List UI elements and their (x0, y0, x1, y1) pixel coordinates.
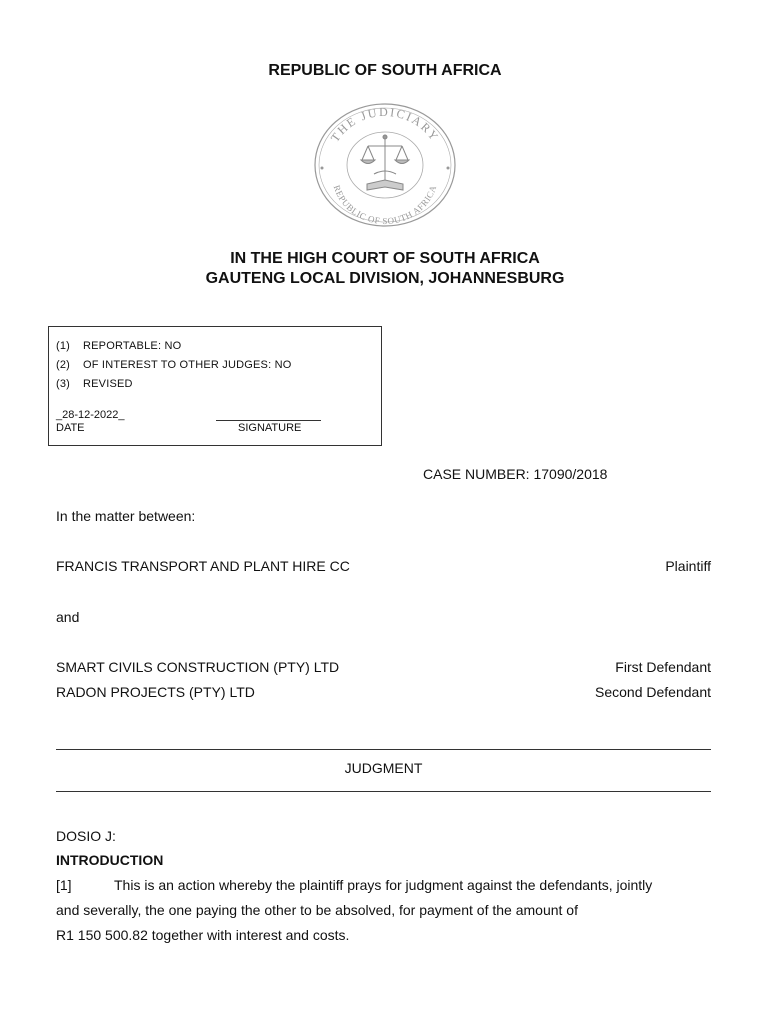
first-defendant-name: SMART CIVILS CONSTRUCTION (PTY) LTD (56, 659, 340, 675)
section-heading: INTRODUCTION (56, 852, 164, 868)
country-heading: REPUBLIC OF SOUTH AFRICA (268, 62, 502, 79)
conjunction: and (56, 609, 80, 625)
court-name: IN THE HIGH COURT OF SOUTH AFRICA (230, 250, 540, 267)
case-number: CASE NUMBER: 17090/2018 (423, 466, 608, 482)
date-label: DATE (56, 422, 85, 434)
signature-label: SIGNATURE (238, 422, 302, 434)
judge-name: DOSIO J: (56, 828, 116, 844)
signature-line (216, 420, 321, 421)
divider-top (56, 749, 711, 750)
divider-bottom (56, 791, 711, 792)
judiciary-seal (312, 102, 458, 228)
seal-top-text: THE JUDICIARY (327, 104, 443, 145)
paragraph-line-3: R1 150 500.82 together with interest and costs. (56, 927, 350, 943)
paragraph-line-2: and severally, the one paying the other to be absolved, for payment of the amount of (56, 902, 578, 918)
second-defendant-role: Second Defendant (595, 684, 711, 700)
second-defendant-name: RADON PROJECTS (PTY) LTD (56, 684, 255, 700)
reportable-item: (1) REPORTABLE: NO (56, 340, 182, 352)
interest-item: (2) OF INTEREST TO OTHER JUDGES: NO (56, 359, 292, 371)
judgment-heading: JUDGMENT (344, 760, 423, 776)
matter-intro: In the matter between: (56, 508, 196, 524)
seal-bottom-text: REPUBLIC OF SOUTH AFRICA (331, 183, 439, 227)
plaintiff-role: Plaintiff (665, 558, 711, 574)
paragraph-line-1: This is an action whereby the plaintiff prays for judgment against the defendants, jointly (114, 877, 653, 893)
paragraph-number: [1] (56, 877, 72, 893)
revised-item: (3) REVISED (56, 378, 133, 390)
reportable-box (48, 326, 382, 446)
svg-text:REPUBLIC OF SOUTH AFRICA (332, 184, 439, 226)
plaintiff-name: FRANCIS TRANSPORT AND PLANT HIRE CC (56, 558, 350, 574)
paragraph-1 (56, 873, 712, 948)
date-value: _28-12-2022_ (56, 409, 125, 421)
first-defendant-role: First Defendant (615, 659, 711, 675)
court-division: GAUTENG LOCAL DIVISION, JOHANNESBURG (205, 270, 565, 287)
